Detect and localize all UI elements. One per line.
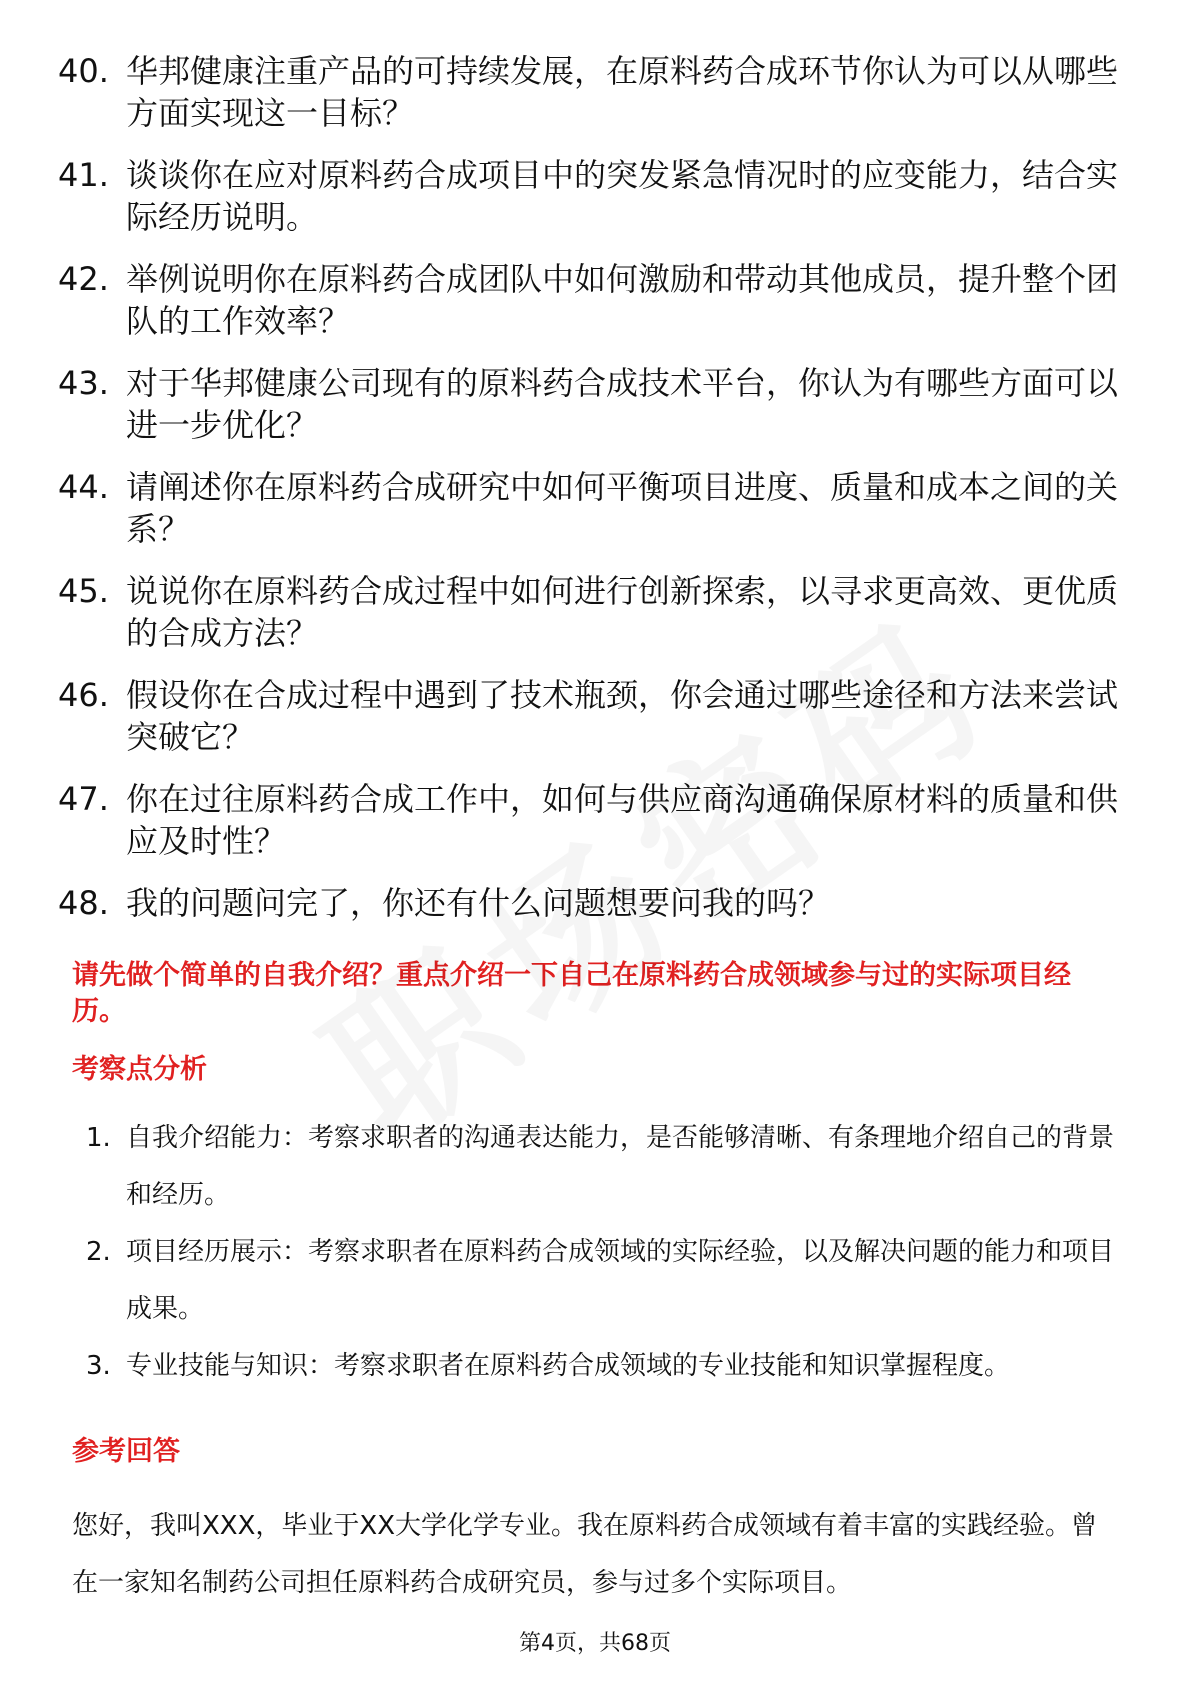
question-text: 说说你在原料药合成过程中如何进行创新探索，以寻求更高效、更优质的合成方法？ [126, 572, 1119, 652]
question-number: 46. [58, 676, 109, 714]
interview-question-list [58, 50, 1118, 944]
analysis-item [86, 1338, 1116, 1395]
analysis-item-number: 3. [86, 1351, 111, 1381]
question-text: 举例说明你在原料药合成团队中如何激励和带动其他成员，提升整个团队的工作效率？ [126, 260, 1119, 340]
analysis-item-number: 1. [86, 1123, 111, 1153]
question-number: 43. [58, 364, 109, 402]
question-item [58, 778, 1118, 862]
reference-answer-text: 您好，我叫XXX，毕业于XX大学化学专业。我在原料药合成领域有着丰富的实践经验。曾在一家知名制药公司担任原料药合成研究员，参与过多个实际项目。 [72, 1511, 1098, 1598]
page-footer: 第4页，共68页 [519, 1631, 671, 1656]
question-item [58, 258, 1118, 342]
question-text: 你在过往原料药合成工作中，如何与供应商沟通确保原材料的质量和供应及时性？ [126, 780, 1119, 860]
question-item [58, 674, 1118, 758]
analysis-heading: 考察点分析 [72, 1054, 207, 1085]
analysis-item [86, 1110, 1116, 1224]
question-text: 假设你在合成过程中遇到了技术瓶颈，你会通过哪些途径和方法来尝试突破它？ [126, 676, 1119, 756]
analysis-item [86, 1224, 1116, 1338]
question-number: 47. [58, 780, 109, 818]
question-text: 华邦健康注重产品的可持续发展，在原料药合成环节你认为可以从哪些方面实现这一目标？ [126, 52, 1119, 132]
question-item [58, 882, 1118, 924]
featured-question: 请先做个简单的自我介绍？重点介绍一下自己在原料药合成领域参与过的实际项目经历。 [72, 960, 1071, 1027]
question-number: 41. [58, 156, 109, 194]
question-item [58, 466, 1118, 550]
analysis-item-text: 自我介绍能力：考察求职者的沟通表达能力，是否能够清晰、有条理地介绍自己的背景和经历。 [126, 1123, 1115, 1210]
question-text: 请阐述你在原料药合成研究中如何平衡项目进度、质量和成本之间的关系？ [126, 468, 1119, 548]
question-text: 谈谈你在应对原料药合成项目中的突发紧急情况时的应变能力，结合实际经历说明。 [126, 156, 1119, 236]
question-number: 48. [58, 884, 109, 922]
question-number: 40. [58, 52, 109, 90]
question-item [58, 362, 1118, 446]
analysis-item-number: 2. [86, 1237, 111, 1267]
question-number: 42. [58, 260, 109, 298]
question-number: 44. [58, 468, 109, 506]
question-item [58, 570, 1118, 654]
question-text: 对于华邦健康公司现有的原料药合成技术平台，你认为有哪些方面可以进一步优化？ [126, 364, 1119, 444]
analysis-item-text: 项目经历展示：考察求职者在原料药合成领域的实际经验，以及解决问题的能力和项目成果。 [126, 1237, 1115, 1324]
question-text: 我的问题问完了，你还有什么问题想要问我的吗？ [126, 884, 831, 922]
question-number: 45. [58, 572, 109, 610]
question-item [58, 154, 1118, 238]
analysis-item-text: 专业技能与知识：考察求职者在原料药合成领域的专业技能和知识掌握程度。 [126, 1351, 1011, 1381]
answer-heading: 参考回答 [72, 1436, 180, 1467]
analysis-list [86, 1110, 1116, 1395]
question-item [58, 50, 1118, 134]
